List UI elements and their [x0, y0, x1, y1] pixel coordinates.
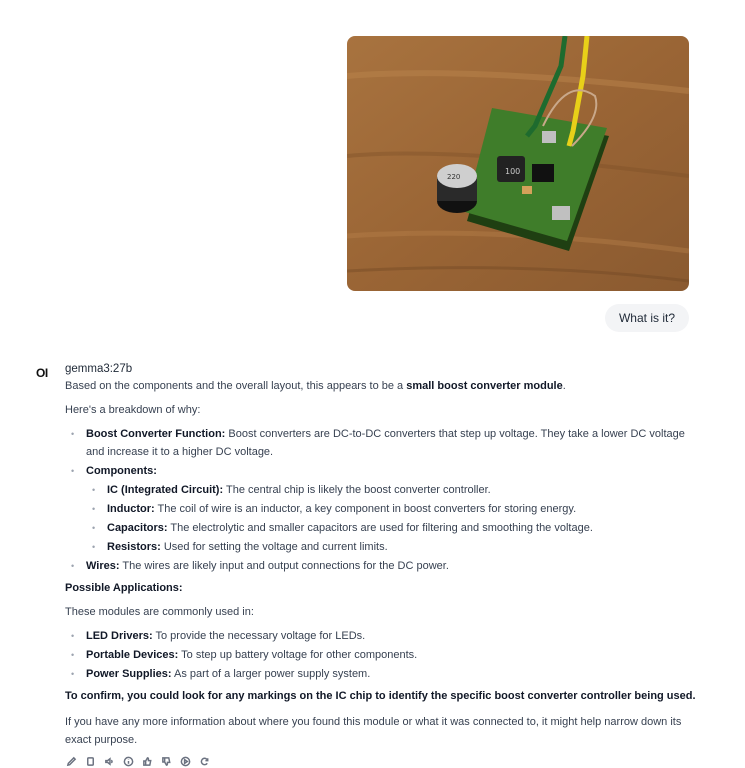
list-item: • Inductor: The coil of wire is an inductor, a key component in boost converters for storing energy.: [107, 500, 705, 518]
applications-heading: Possible Applications:: [65, 582, 183, 594]
list-item: • Resistors: Used for setting the voltage and current limits.: [107, 538, 705, 556]
components-list: [86, 481, 705, 556]
list-item: • Capacitors: The electrolytic and smaller capacitors are used for filtering and smoothing the voltage.: [107, 519, 705, 537]
list-item: • IC (Integrated Circuit): The central chip is likely the boost converter controller.: [107, 481, 705, 499]
model-name: gemma3:27b: [65, 363, 133, 375]
list-item: • Boost Converter Function: Boost converters are DC-to-DC converters that step up voltage. They take a lower DC voltage and increase it to a higher DC voltage.: [86, 425, 705, 461]
applications-list: [65, 627, 705, 683]
list-item: • Portable Devices: To step up battery voltage for other components.: [86, 646, 705, 664]
copy-icon[interactable]: [84, 755, 97, 768]
inductor-marking: 100: [505, 167, 521, 176]
speaker-icon[interactable]: [103, 755, 116, 768]
thumbs-down-icon[interactable]: [160, 755, 173, 768]
breakdown-paragraph: Here's a breakdown of why:: [65, 404, 201, 416]
info-icon[interactable]: [122, 755, 135, 768]
capacitor-marking: 220: [447, 173, 461, 181]
user-message-text: What is it?: [618, 311, 675, 325]
closing-paragraph: If you have any more information about where you found this module or what it was connected to, it might help narrow down its exact purpose.: [65, 716, 682, 746]
edit-icon[interactable]: [65, 755, 78, 768]
list-item: • Wires: The wires are likely input and output connections for the DC power.: [86, 557, 705, 575]
applications-intro: These modules are commonly used in:: [65, 606, 254, 618]
user-message-bubble: [605, 304, 689, 332]
regenerate-icon[interactable]: [198, 755, 211, 768]
uploaded-photo[interactable]: [347, 36, 689, 291]
confirm-paragraph: To confirm, you could look for any markings on the IC chip to identify the specific boost converter controller being used.: [65, 690, 696, 702]
list-item: • Components: • IC (Integrated Circuit): The central chip is likely the boost converter controller. • Inductor: The coil of wire is an inductor, a key component in boost converters for storing energy. • Capacitors: The electrolytic and smaller capacitors are used for filtering and smoothing the voltage. • Resistors: Used for setting the voltage and current limits.: [86, 462, 705, 556]
play-icon[interactable]: [179, 755, 192, 768]
list-item: • Power Supplies: As part of a larger power supply system.: [86, 665, 705, 683]
list-item: • LED Drivers: To provide the necessary voltage for LEDs.: [86, 627, 705, 645]
breakdown-list: [65, 425, 705, 575]
message-actions: [65, 755, 705, 768]
assistant-message: [65, 362, 705, 768]
thumbs-up-icon[interactable]: [141, 755, 154, 768]
intro-paragraph: Based on the components and the overall layout, this appears to be a small boost converter module.: [65, 380, 566, 392]
assistant-avatar: OI: [36, 366, 48, 380]
